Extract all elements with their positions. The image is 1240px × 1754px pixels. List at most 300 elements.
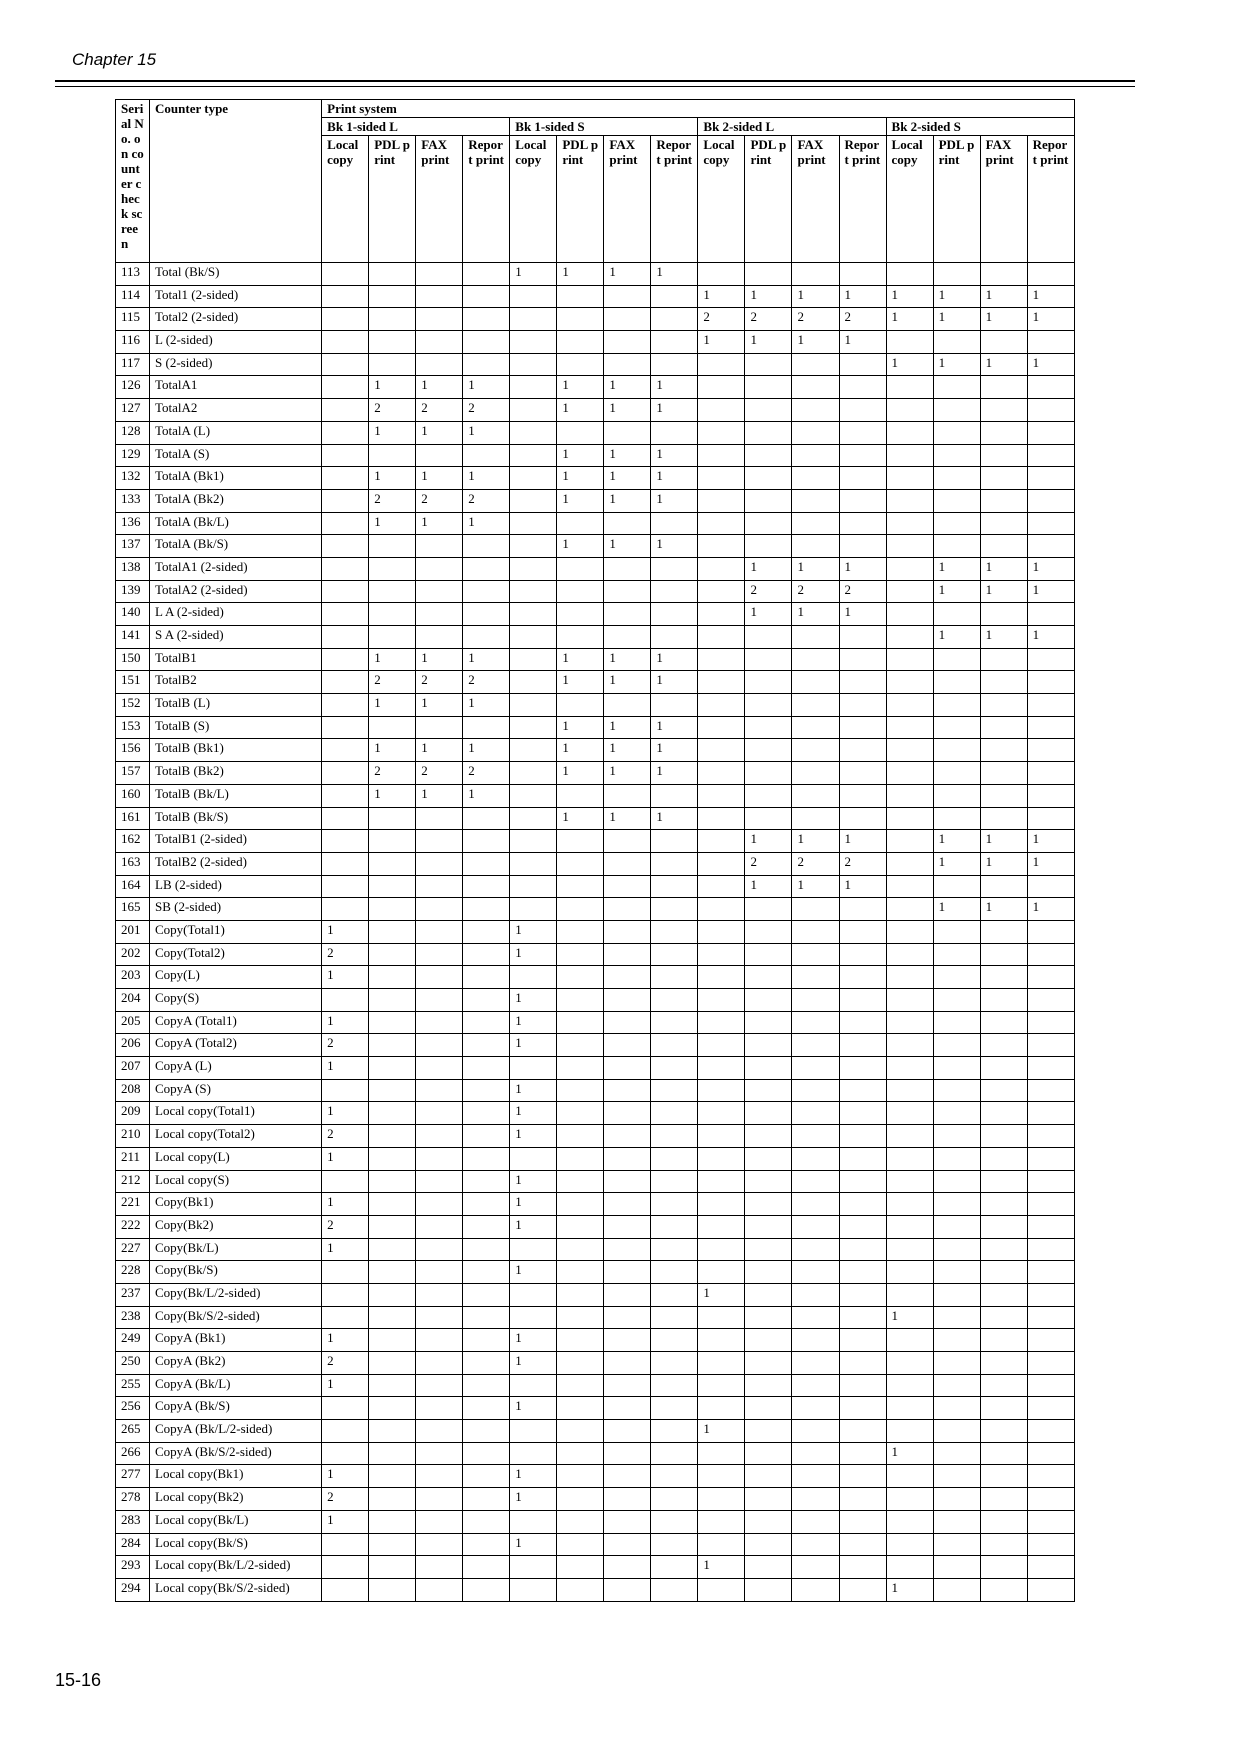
serial-no-cell: 113 — [116, 263, 150, 286]
table-row — [116, 716, 1075, 739]
counter-type-cell: TotalB (L) — [150, 694, 322, 717]
count-cell — [980, 1397, 1027, 1420]
count-cell: 1 — [557, 739, 604, 762]
serial-no-cell: 207 — [116, 1057, 150, 1080]
count-cell — [698, 489, 745, 512]
subcolumn-header: FAX print — [416, 136, 463, 263]
count-cell: 1 — [651, 739, 698, 762]
count-cell: 1 — [510, 1397, 557, 1420]
count-cell — [557, 1057, 604, 1080]
count-cell — [745, 1193, 792, 1216]
count-cell — [1027, 376, 1074, 399]
serial-no-cell: 116 — [116, 331, 150, 354]
count-cell — [698, 648, 745, 671]
count-cell — [1027, 1215, 1074, 1238]
count-cell — [792, 1057, 839, 1080]
count-cell — [698, 580, 745, 603]
count-cell — [886, 1329, 933, 1352]
count-cell — [604, 1306, 651, 1329]
table-row — [116, 626, 1075, 649]
count-cell — [839, 1261, 886, 1284]
table-row — [116, 694, 1075, 717]
count-cell: 2 — [369, 762, 416, 785]
count-cell — [886, 1488, 933, 1511]
count-cell: 1 — [510, 1488, 557, 1511]
count-cell: 1 — [604, 716, 651, 739]
counter-type-cell: Local copy(Bk/L/2-sided) — [150, 1556, 322, 1579]
count-cell: 2 — [416, 762, 463, 785]
count-cell — [322, 784, 369, 807]
count-cell — [839, 1510, 886, 1533]
count-cell — [322, 762, 369, 785]
count-cell — [322, 1556, 369, 1579]
count-cell — [980, 489, 1027, 512]
count-cell: 1 — [745, 875, 792, 898]
count-cell — [839, 1397, 886, 1420]
count-cell — [698, 852, 745, 875]
count-cell: 1 — [416, 421, 463, 444]
count-cell — [416, 1556, 463, 1579]
count-cell — [886, 648, 933, 671]
count-cell: 1 — [604, 399, 651, 422]
count-cell — [510, 1442, 557, 1465]
block-header: Bk 1-sided S — [510, 118, 698, 136]
count-cell — [1027, 739, 1074, 762]
table-body — [116, 263, 1075, 1602]
table-row — [116, 467, 1075, 490]
count-cell: 1 — [980, 285, 1027, 308]
count-cell — [369, 1011, 416, 1034]
count-cell — [698, 1488, 745, 1511]
count-cell — [698, 762, 745, 785]
counter-type-cell: CopyA (Bk1) — [150, 1329, 322, 1352]
counter-type-cell: Copy(Bk2) — [150, 1215, 322, 1238]
count-cell: 1 — [510, 920, 557, 943]
count-cell — [510, 331, 557, 354]
table-row — [116, 580, 1075, 603]
subcolumn-header: FAX print — [604, 136, 651, 263]
count-cell — [886, 1533, 933, 1556]
count-cell — [980, 1057, 1027, 1080]
count-cell — [698, 603, 745, 626]
count-cell: 2 — [792, 580, 839, 603]
count-cell — [369, 1533, 416, 1556]
count-cell — [557, 1011, 604, 1034]
count-cell: 1 — [510, 1193, 557, 1216]
serial-no-cell: 210 — [116, 1125, 150, 1148]
count-cell — [980, 943, 1027, 966]
count-cell — [557, 1533, 604, 1556]
count-cell — [698, 444, 745, 467]
count-cell — [1027, 1170, 1074, 1193]
count-cell — [557, 989, 604, 1012]
count-cell — [322, 830, 369, 853]
count-cell — [980, 1465, 1027, 1488]
count-cell — [792, 1374, 839, 1397]
count-cell — [745, 1057, 792, 1080]
count-cell — [1027, 1533, 1074, 1556]
count-cell — [369, 943, 416, 966]
subcolumn-header: Local copy — [886, 136, 933, 263]
count-cell — [839, 1352, 886, 1375]
count-cell — [839, 1306, 886, 1329]
count-cell — [886, 1420, 933, 1443]
count-cell — [322, 308, 369, 331]
count-cell — [980, 399, 1027, 422]
count-cell: 1 — [651, 263, 698, 286]
count-cell: 2 — [792, 308, 839, 331]
counter-type-cell: Total (Bk/S) — [150, 263, 322, 286]
count-cell: 1 — [557, 467, 604, 490]
count-cell — [416, 1215, 463, 1238]
serial-no-cell: 283 — [116, 1510, 150, 1533]
count-cell: 2 — [745, 580, 792, 603]
count-cell: 1 — [698, 285, 745, 308]
count-cell — [1027, 1079, 1074, 1102]
count-cell: 2 — [322, 1488, 369, 1511]
count-cell — [416, 535, 463, 558]
table-row — [116, 1420, 1075, 1443]
count-cell — [1027, 1442, 1074, 1465]
counter-type-header: Counter type — [150, 100, 322, 263]
count-cell — [651, 1374, 698, 1397]
count-cell: 1 — [463, 467, 510, 490]
count-cell — [604, 1533, 651, 1556]
count-cell — [792, 671, 839, 694]
counter-type-cell: Local copy(Bk1) — [150, 1465, 322, 1488]
count-cell — [792, 1170, 839, 1193]
serial-no-cell: 265 — [116, 1420, 150, 1443]
block-header: Bk 1-sided L — [322, 118, 510, 136]
count-cell — [980, 1034, 1027, 1057]
count-cell — [980, 1442, 1027, 1465]
count-cell — [557, 1170, 604, 1193]
count-cell — [1027, 1374, 1074, 1397]
count-cell — [933, 716, 980, 739]
count-cell — [745, 1306, 792, 1329]
count-cell: 2 — [839, 852, 886, 875]
count-cell — [792, 489, 839, 512]
count-cell — [604, 1147, 651, 1170]
serial-no-cell: 138 — [116, 557, 150, 580]
count-cell — [463, 1079, 510, 1102]
count-cell — [886, 1147, 933, 1170]
count-cell — [416, 852, 463, 875]
count-cell — [463, 852, 510, 875]
count-cell — [463, 716, 510, 739]
table-row — [116, 489, 1075, 512]
count-cell — [980, 512, 1027, 535]
table-row — [116, 898, 1075, 921]
count-cell: 2 — [369, 399, 416, 422]
count-cell — [980, 1374, 1027, 1397]
count-cell — [651, 920, 698, 943]
count-cell — [369, 285, 416, 308]
count-cell: 1 — [416, 376, 463, 399]
count-cell — [557, 1374, 604, 1397]
serial-no-cell: 237 — [116, 1283, 150, 1306]
count-cell — [745, 353, 792, 376]
count-cell — [651, 1079, 698, 1102]
count-cell — [792, 1215, 839, 1238]
count-cell — [933, 1147, 980, 1170]
count-cell — [886, 898, 933, 921]
count-cell — [745, 1011, 792, 1034]
table-row — [116, 1057, 1075, 1080]
count-cell — [745, 716, 792, 739]
serial-no-cell: 204 — [116, 989, 150, 1012]
count-cell: 1 — [604, 671, 651, 694]
counter-type-cell: S A (2-sided) — [150, 626, 322, 649]
count-cell: 1 — [651, 648, 698, 671]
count-cell — [416, 603, 463, 626]
count-cell — [463, 1465, 510, 1488]
count-cell — [416, 1079, 463, 1102]
serial-no-cell: 266 — [116, 1442, 150, 1465]
count-cell — [416, 1578, 463, 1601]
count-cell — [839, 626, 886, 649]
count-cell: 1 — [651, 467, 698, 490]
count-cell — [1027, 1102, 1074, 1125]
count-cell — [698, 1215, 745, 1238]
serial-no-cell: 208 — [116, 1079, 150, 1102]
count-cell — [651, 1306, 698, 1329]
count-cell — [933, 1215, 980, 1238]
count-cell — [698, 784, 745, 807]
table-row — [116, 1329, 1075, 1352]
count-cell — [604, 421, 651, 444]
count-cell — [322, 285, 369, 308]
table-row — [116, 1011, 1075, 1034]
count-cell — [369, 308, 416, 331]
table-row — [116, 875, 1075, 898]
count-cell — [416, 580, 463, 603]
serial-no-header: Serial No. on counter check screen — [116, 100, 150, 263]
table-row — [116, 762, 1075, 785]
count-cell — [416, 807, 463, 830]
count-cell — [416, 263, 463, 286]
count-cell — [369, 1510, 416, 1533]
table-row — [116, 444, 1075, 467]
table-row — [116, 1442, 1075, 1465]
count-cell — [886, 1125, 933, 1148]
count-cell — [651, 1261, 698, 1284]
count-cell — [510, 285, 557, 308]
serial-no-cell: 228 — [116, 1261, 150, 1284]
count-cell — [933, 376, 980, 399]
count-cell — [745, 739, 792, 762]
count-cell — [933, 1442, 980, 1465]
table-row — [116, 1193, 1075, 1216]
count-cell: 1 — [839, 875, 886, 898]
table-row — [116, 263, 1075, 286]
count-cell — [792, 1034, 839, 1057]
count-cell — [886, 1079, 933, 1102]
count-cell: 1 — [604, 807, 651, 830]
count-cell — [416, 716, 463, 739]
count-cell — [1027, 1125, 1074, 1148]
table-row — [116, 1397, 1075, 1420]
serial-no-cell: 127 — [116, 399, 150, 422]
count-cell — [980, 807, 1027, 830]
count-cell — [463, 1533, 510, 1556]
count-cell — [557, 830, 604, 853]
count-cell: 1 — [651, 762, 698, 785]
count-cell — [933, 875, 980, 898]
count-cell — [933, 943, 980, 966]
count-cell — [698, 1510, 745, 1533]
count-cell — [886, 989, 933, 1012]
count-cell — [839, 739, 886, 762]
count-cell — [416, 285, 463, 308]
counter-type-cell: Copy(Total2) — [150, 943, 322, 966]
count-cell — [933, 489, 980, 512]
count-cell: 2 — [369, 671, 416, 694]
count-cell — [839, 1011, 886, 1034]
count-cell — [651, 1125, 698, 1148]
count-cell — [886, 1238, 933, 1261]
count-cell — [416, 1488, 463, 1511]
count-cell — [463, 943, 510, 966]
count-cell — [463, 1193, 510, 1216]
count-cell — [322, 1420, 369, 1443]
count-cell — [322, 444, 369, 467]
count-cell — [604, 1125, 651, 1148]
count-cell — [886, 1215, 933, 1238]
count-cell — [651, 1578, 698, 1601]
count-cell: 1 — [745, 603, 792, 626]
count-cell — [510, 784, 557, 807]
count-cell — [557, 784, 604, 807]
count-cell — [369, 580, 416, 603]
count-cell — [886, 784, 933, 807]
count-cell — [369, 1556, 416, 1579]
count-cell — [651, 1397, 698, 1420]
count-cell — [651, 1488, 698, 1511]
count-cell — [557, 1034, 604, 1057]
count-cell — [369, 852, 416, 875]
count-cell — [1027, 1352, 1074, 1375]
table-row — [116, 966, 1075, 989]
count-cell: 2 — [463, 489, 510, 512]
count-cell — [933, 1057, 980, 1080]
count-cell — [792, 898, 839, 921]
count-cell — [369, 807, 416, 830]
count-cell — [416, 943, 463, 966]
count-cell — [322, 648, 369, 671]
count-cell — [557, 580, 604, 603]
count-cell — [792, 648, 839, 671]
count-cell — [1027, 762, 1074, 785]
count-cell — [369, 535, 416, 558]
count-cell — [698, 1306, 745, 1329]
count-cell: 1 — [839, 557, 886, 580]
serial-no-cell: 153 — [116, 716, 150, 739]
counter-type-cell: Local copy(L) — [150, 1147, 322, 1170]
count-cell — [651, 1147, 698, 1170]
count-cell — [745, 762, 792, 785]
count-cell — [369, 1488, 416, 1511]
count-cell — [698, 1261, 745, 1284]
count-cell: 1 — [980, 580, 1027, 603]
count-cell — [980, 1011, 1027, 1034]
count-cell — [1027, 648, 1074, 671]
count-cell — [651, 784, 698, 807]
count-cell — [651, 308, 698, 331]
table-row — [116, 1533, 1075, 1556]
counter-type-cell: Local copy(Total1) — [150, 1102, 322, 1125]
count-cell: 1 — [651, 489, 698, 512]
count-cell — [886, 580, 933, 603]
count-cell — [745, 444, 792, 467]
count-cell: 1 — [933, 898, 980, 921]
counter-type-cell: TotalA (Bk/S) — [150, 535, 322, 558]
count-cell: 1 — [322, 1238, 369, 1261]
count-cell — [698, 1125, 745, 1148]
table-row — [116, 1306, 1075, 1329]
count-cell — [792, 535, 839, 558]
count-cell — [322, 671, 369, 694]
count-cell — [463, 1488, 510, 1511]
count-cell — [604, 966, 651, 989]
count-cell — [745, 263, 792, 286]
count-cell: 1 — [604, 535, 651, 558]
count-cell — [1027, 1034, 1074, 1057]
serial-no-cell: 165 — [116, 898, 150, 921]
serial-no-cell: 203 — [116, 966, 150, 989]
count-cell — [698, 263, 745, 286]
count-cell — [886, 739, 933, 762]
count-cell — [416, 1420, 463, 1443]
counter-type-cell: Copy(Bk/S) — [150, 1261, 322, 1284]
count-cell: 1 — [1027, 898, 1074, 921]
counter-type-cell: TotalB (S) — [150, 716, 322, 739]
count-cell — [604, 1442, 651, 1465]
count-cell — [463, 1329, 510, 1352]
count-cell — [886, 830, 933, 853]
count-cell — [416, 308, 463, 331]
count-cell — [839, 1533, 886, 1556]
count-cell — [886, 1057, 933, 1080]
table-row — [116, 1238, 1075, 1261]
count-cell — [1027, 1238, 1074, 1261]
count-cell — [792, 989, 839, 1012]
count-cell — [557, 943, 604, 966]
count-cell — [980, 1147, 1027, 1170]
count-cell: 1 — [322, 1374, 369, 1397]
count-cell — [933, 399, 980, 422]
count-cell: 1 — [416, 512, 463, 535]
count-cell — [604, 694, 651, 717]
count-cell: 1 — [416, 784, 463, 807]
count-cell — [933, 1034, 980, 1057]
count-cell — [322, 1283, 369, 1306]
counter-type-cell: TotalB (Bk2) — [150, 762, 322, 785]
serial-no-cell: 132 — [116, 467, 150, 490]
count-cell: 1 — [980, 308, 1027, 331]
count-cell — [980, 1556, 1027, 1579]
count-cell: 1 — [1027, 830, 1074, 853]
count-cell — [980, 1238, 1027, 1261]
count-cell: 1 — [1027, 353, 1074, 376]
count-cell — [463, 1556, 510, 1579]
count-cell — [886, 762, 933, 785]
count-cell: 1 — [510, 1034, 557, 1057]
count-cell: 1 — [557, 263, 604, 286]
count-cell: 1 — [886, 353, 933, 376]
count-cell — [604, 308, 651, 331]
count-cell — [698, 353, 745, 376]
